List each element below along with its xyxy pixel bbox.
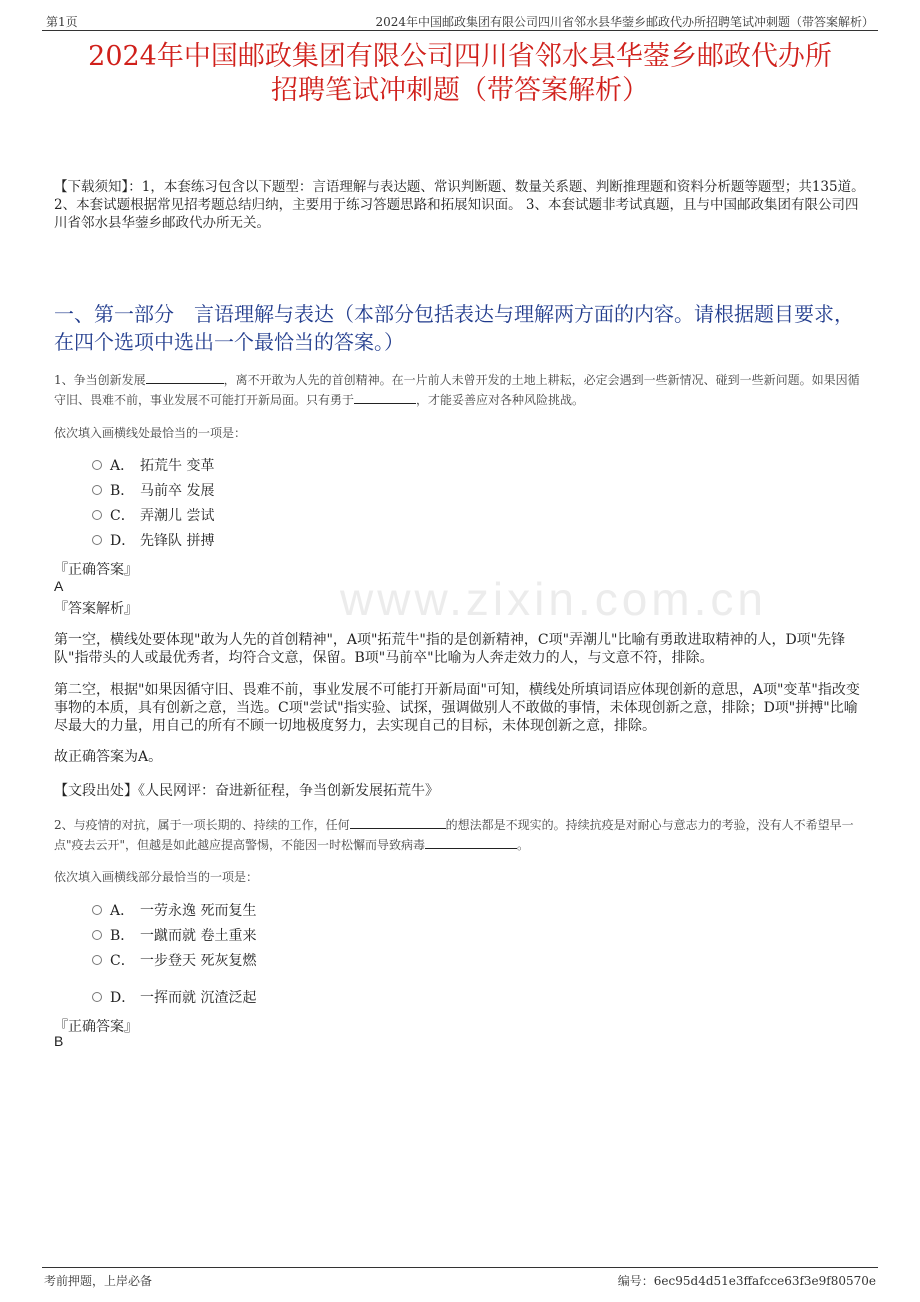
radio-icon[interactable]: [92, 510, 102, 520]
fill-blank: [425, 836, 517, 849]
q2-text-part-a: 2、与疫情的对抗，属于一项长期的、持续的工作，任何: [54, 818, 350, 832]
radio-icon[interactable]: [92, 485, 102, 495]
fill-blank: [350, 816, 446, 829]
q2-option-a[interactable]: A． 一劳永逸 死而复生: [92, 902, 256, 920]
radio-icon[interactable]: [92, 535, 102, 545]
q2-option-b[interactable]: B． 一蹴而就 卷土重来: [92, 927, 256, 945]
q1-conclusion: 故正确答案为A。: [54, 749, 163, 765]
title-line-2: 招聘笔试冲刺题（带答案解析）: [271, 75, 649, 106]
header-doc-title: 2024年中国邮政集团有限公司四川省邻水县华蓥乡邮政代办所招聘笔试冲刺题（带答案解析）: [375, 15, 874, 29]
page-title: [40, 40, 880, 108]
q1-analysis-2: 第二空，根据"如果因循守旧、畏难不前，事业发展不可能打开新局面"可知，横线处所填词语应体现创新的意思，A项"变革"指改变事物的本质，具有创新之意，当选。C项"尝试"指实验、试探，强调做别人不敢做的事情，未体现创新之意，排除；D项"拼搏"比喻尽最大的力量，用自己的所有不顾一切地极度努力，去实现自己的目标，未体现创新之意，排除。: [54, 682, 860, 734]
q2-text-part-c: 。: [517, 838, 530, 852]
q1-source: 【文段出处】《人民网评：奋进新征程，争当创新发展拓荒牛》: [54, 783, 439, 799]
q1-prompt: 依次填入画横线处最恰当的一项是：: [54, 426, 247, 440]
q2-option-d[interactable]: D． 一挥而就 沉渣泛起: [92, 989, 256, 1007]
q1-correct-label: 『正确答案』: [54, 562, 138, 578]
q1-text-part-b: ，离不开敢为人先的首创精神。在一片前人未曾开发的土地上耕耘，必定会遇到一些新情况、碰到一些新问题。如果因循守旧、畏难不前，事业发展不可能打开新局面。只有勇于: [54, 373, 860, 407]
question-2-text: [54, 815, 866, 855]
radio-icon[interactable]: [92, 460, 102, 470]
watermark: www.zixin.com.cn: [340, 573, 767, 625]
q1-option-b[interactable]: B． 马前卒 发展: [92, 482, 214, 500]
q1-text-part-a: 1、争当创新发展: [54, 373, 146, 387]
q1-correct-answer: A: [54, 578, 64, 594]
q1-analysis-label: 『答案解析』: [54, 601, 138, 617]
q2-correct-label: 『正确答案』: [54, 1019, 138, 1035]
footer-doc-id: 编号：6ec95d4d51e3ffafcce63f3e9f80570e: [617, 1274, 876, 1288]
question-1-text: [54, 370, 866, 410]
page-number: 第1页: [46, 15, 78, 29]
q1-option-d[interactable]: D． 先锋队 拼搏: [92, 532, 214, 550]
radio-icon[interactable]: [92, 992, 102, 1002]
q2-prompt: 依次填入画横线部分最恰当的一项是：: [54, 870, 259, 884]
fill-blank: [146, 371, 224, 384]
q2-correct-answer: B: [54, 1033, 64, 1049]
q1-option-c[interactable]: C． 弄潮儿 尝试: [92, 507, 214, 525]
title-line-1: 2024年中国邮政集团有限公司四川省邻水县华蓥乡邮政代办所: [88, 41, 832, 72]
radio-icon[interactable]: [92, 905, 102, 915]
footer-divider: [42, 1267, 878, 1268]
q2-text-part-b: 的想法都是不现实的。持续抗疫是对耐心与意志力的考验，没有人不希望早一点"疫去云开"，但越是如此越应提高警惕，不能因一时松懈而导致病毒: [54, 818, 854, 852]
q1-analysis-1: 第一空，横线处要体现"敢为人先的首创精神"，A项"拓荒牛"指的是创新精神，C项"弄潮儿"比喻有勇敢进取精神的人，D项"先锋队"指带头的人或最优秀者，均符合文意，保留。B项"马前卒"比喻为人奔走效力的人，与文意不符，排除。: [54, 632, 846, 666]
q1-option-a[interactable]: A． 拓荒牛 变革: [92, 457, 214, 475]
q2-option-c[interactable]: C． 一步登天 死灰复燃: [92, 952, 256, 970]
download-notice: 【下载须知】：1，本套练习包含以下题型：言语理解与表达题、常识判断题、数量关系题、判断推理题和资料分析题等题型；共135道。 2、本套试题根据常见招考题总结归纳，主要用于练习答题思路和拓展知识面。 3、本套试题非考试真题，且与中国邮政集团有限公司四川省邻水县华蓥乡邮政代办所无关。: [54, 179, 865, 231]
footer-slogan: 考前押题，上岸必备: [44, 1274, 153, 1288]
q1-text-part-c: ，才能妥善应对各种风险挑战。: [416, 393, 585, 407]
page-header: [42, 10, 878, 31]
radio-icon[interactable]: [92, 930, 102, 940]
section-heading: 一、第一部分 言语理解与表达（本部分包括表达与理解两方面的内容。请根据题目要求，在四个选项中选出一个最恰当的答案。）: [54, 302, 854, 354]
fill-blank: [354, 391, 416, 404]
radio-icon[interactable]: [92, 955, 102, 965]
